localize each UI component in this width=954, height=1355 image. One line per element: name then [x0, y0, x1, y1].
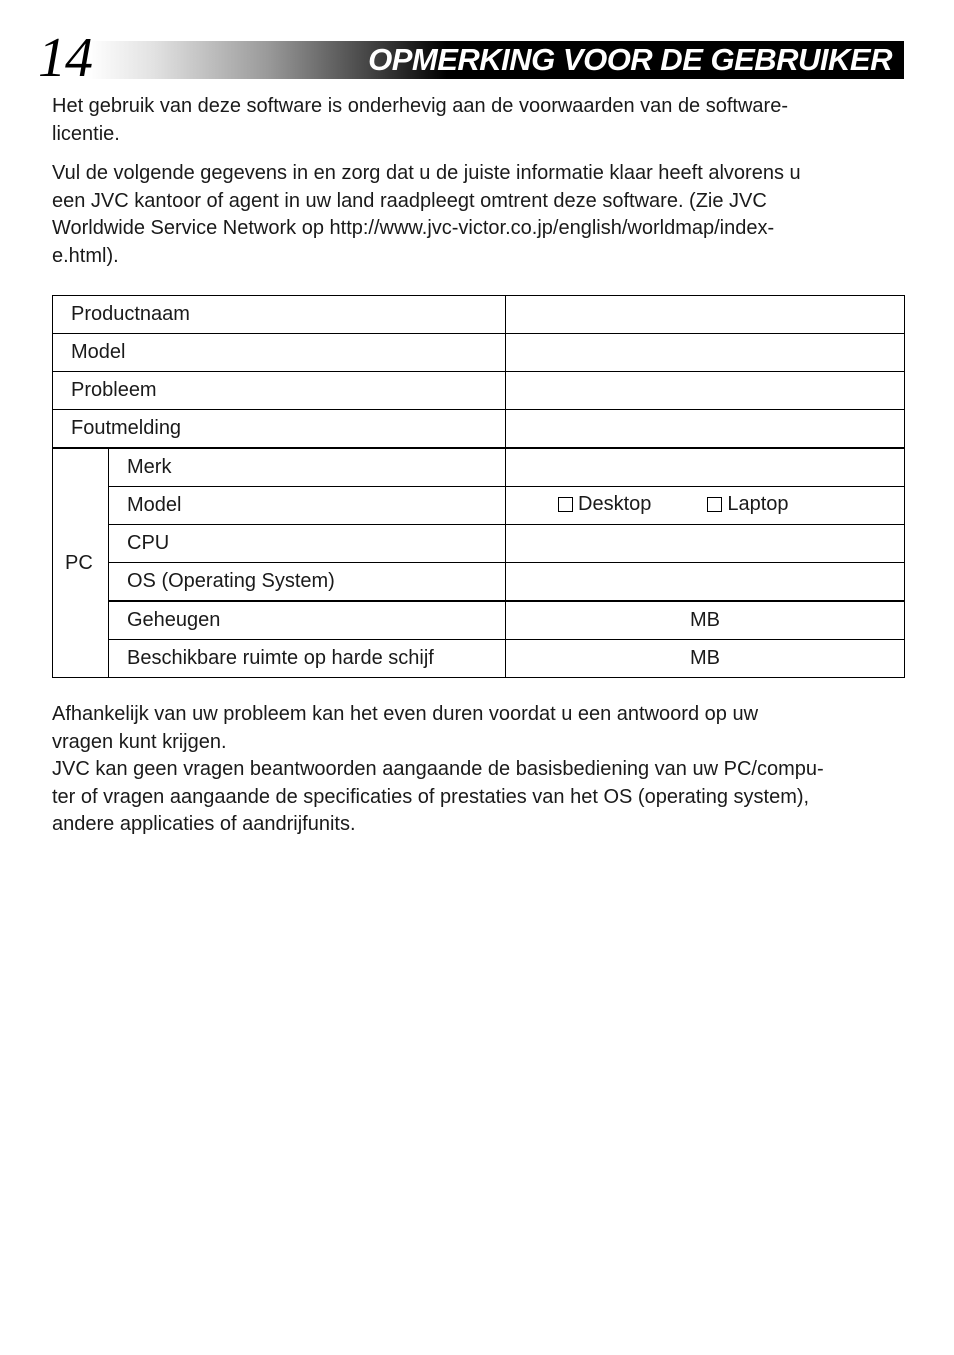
- laptop-label: Laptop: [727, 493, 789, 515]
- paragraph-line: Vul de volgende gegevens in en zorg dat u de juiste informatie klaar heeft alvorens u: [52, 162, 801, 184]
- row-label-productnaam: Productnaam: [53, 296, 506, 334]
- paragraph-line: JVC kan geen vragen beantwoorden aangaande de basisbediening van uw PC/compu-: [52, 758, 824, 780]
- license-paragraph: [52, 93, 904, 148]
- paragraph-line: Afhankelijk van uw probleem kan het even duren voordat u een antwoord op uw: [52, 703, 759, 725]
- paragraph-line: e.html).: [52, 244, 119, 267]
- geheugen-field[interactable]: [506, 601, 905, 640]
- laptop-option[interactable]: [707, 493, 788, 516]
- table-row: [53, 410, 905, 449]
- paragraph-line: vragen kunt krijgen.: [52, 730, 227, 753]
- desktop-label: Desktop: [578, 493, 652, 515]
- paragraph-line: Worldwide Service Network op http://www.jvc-victor.co.jp/english/worldmap/index-: [52, 217, 775, 239]
- row-label-cpu: CPU: [109, 525, 506, 563]
- response-time-paragraph: [52, 701, 904, 756]
- table-row: [53, 525, 905, 563]
- instructions-paragraph: [52, 160, 904, 270]
- foutmelding-field[interactable]: [506, 410, 905, 449]
- unit-label: MB: [690, 609, 720, 631]
- paragraph-line: een JVC kantoor of agent in uw land raadpleegt omtrent deze software. (Zie JVC: [52, 189, 767, 212]
- model-field[interactable]: [506, 334, 905, 372]
- paragraph-line: ter of vragen aangaande de specificaties of prestaties van het OS (operating system),: [52, 785, 810, 808]
- table-row: [53, 487, 905, 525]
- row-label-harde-schijf: Beschikbare ruimte op harde schijf: [109, 640, 506, 678]
- desktop-option[interactable]: [558, 493, 651, 516]
- probleem-field[interactable]: [506, 372, 905, 410]
- row-label-probleem: Probleem: [53, 372, 506, 410]
- page-number: 14: [38, 27, 92, 89]
- table-row: [53, 563, 905, 602]
- laptop-checkbox[interactable]: [707, 497, 722, 512]
- page-title: OPMERKING VOOR DE GEBRUIKER: [368, 42, 892, 77]
- support-scope-paragraph: [52, 756, 904, 839]
- cpu-field[interactable]: [506, 525, 905, 563]
- productnaam-field[interactable]: [506, 296, 905, 334]
- row-label-merk: Merk: [109, 448, 506, 487]
- paragraph-line: licentie.: [52, 122, 120, 145]
- harde-schijf-field[interactable]: [506, 640, 905, 678]
- row-label-pc-model: Model: [109, 487, 506, 525]
- paragraph-line: andere applicaties of aandrijfunits.: [52, 813, 356, 835]
- os-field[interactable]: [506, 563, 905, 602]
- desktop-checkbox[interactable]: [558, 497, 573, 512]
- pc-model-options: [506, 487, 905, 525]
- row-label-os: OS (Operating System): [109, 563, 506, 602]
- table-row: [53, 640, 905, 678]
- row-label-foutmelding: Foutmelding: [53, 410, 506, 449]
- table-row: [53, 334, 905, 372]
- merk-field[interactable]: [506, 448, 905, 487]
- user-info-form-table: [52, 295, 905, 678]
- row-label-geheugen: Geheugen: [109, 601, 506, 640]
- table-row: [53, 601, 905, 640]
- table-row: [53, 372, 905, 410]
- paragraph-line: Het gebruik van deze software is onderhevig aan de voorwaarden van de software-: [52, 95, 788, 117]
- row-label-model: Model: [53, 334, 506, 372]
- pc-group-label: PC: [53, 448, 109, 678]
- unit-label: MB: [690, 647, 720, 669]
- table-row: [53, 296, 905, 334]
- table-row: [53, 448, 905, 487]
